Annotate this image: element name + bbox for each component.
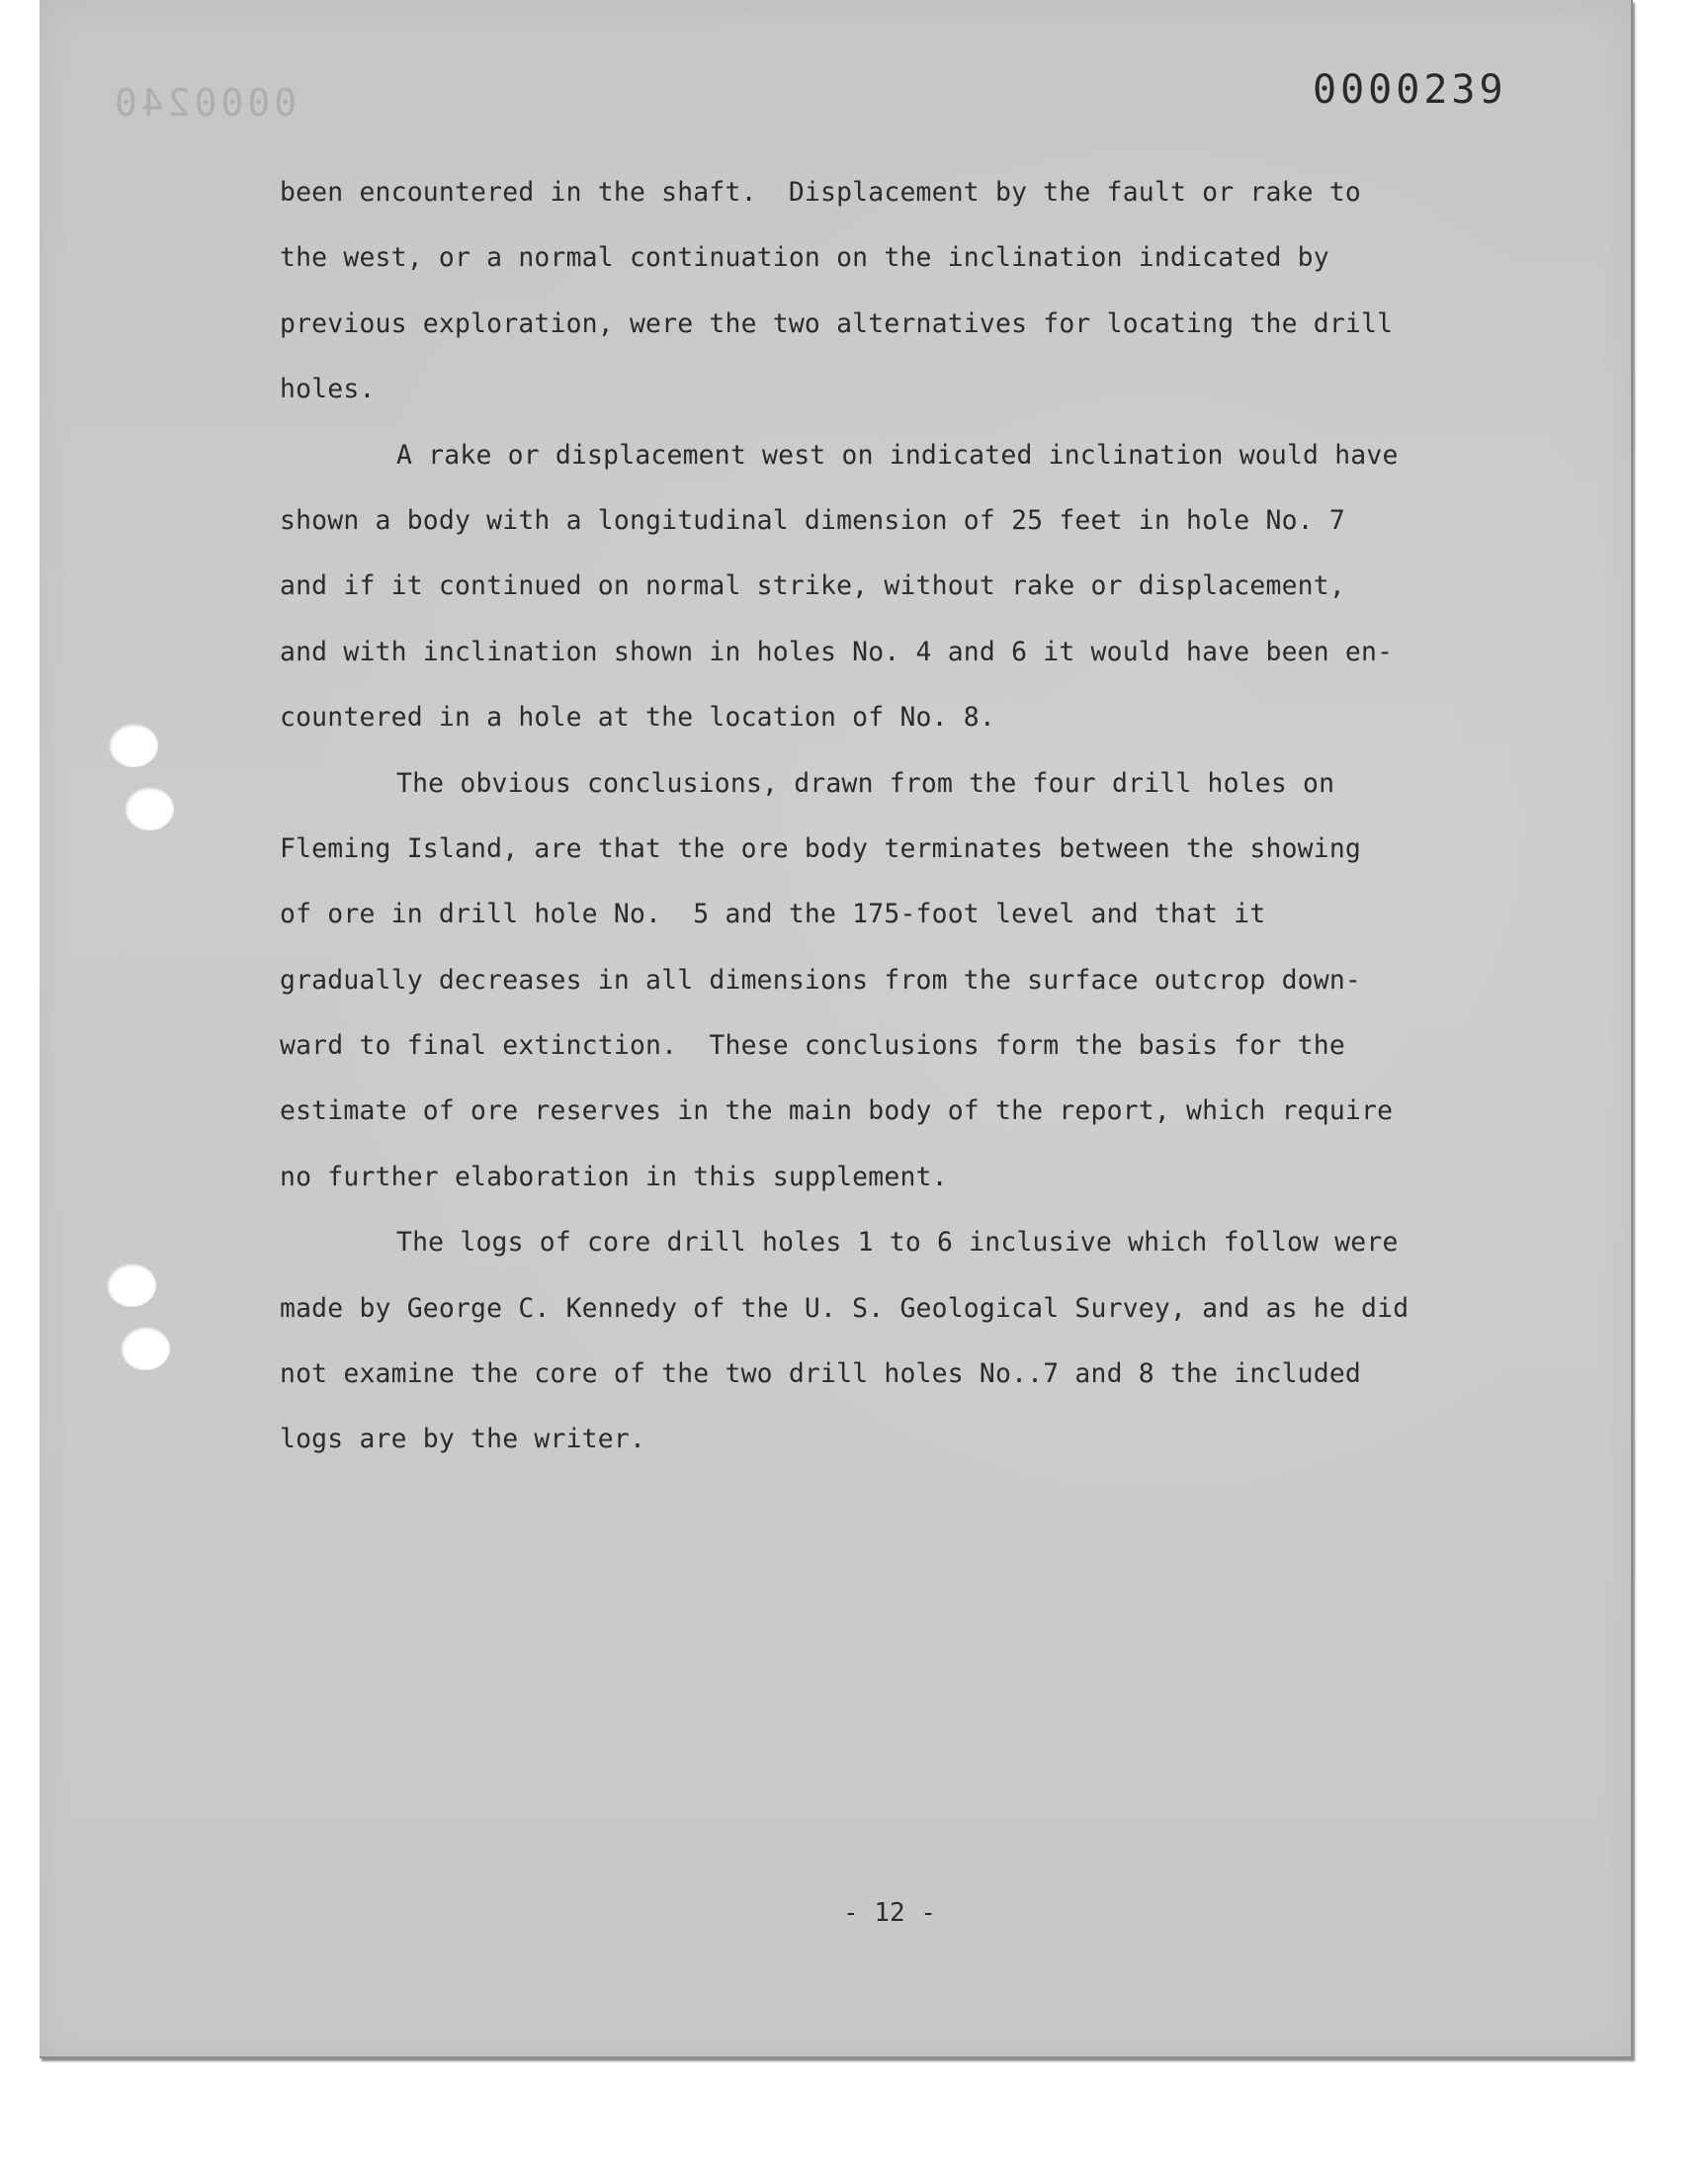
text-line: The logs of core drill holes 1 to 6 inclusive which follow were	[396, 1227, 1399, 1259]
text-line: ward to final extinction. These conclusions form the basis for the	[280, 1030, 1345, 1062]
text-line: been encountered in the shaft. Displacement by the fault or rake to	[280, 177, 1362, 208]
text-line: the west, or a normal continuation on the inclination indicated by	[280, 242, 1329, 274]
text-line: of ore in drill hole No. 5 and the 175-foot level and that it	[280, 899, 1266, 930]
text-line: no further elaboration in this supplement.	[280, 1161, 948, 1192]
text-line: and if it continued on normal strike, without rake or displacement,	[280, 570, 1345, 602]
text-line: A rake or displacement west on indicated inclination would have	[396, 439, 1399, 471]
page-number: - 12 -	[843, 1898, 936, 1928]
text-line: and with inclination shown in holes No. 4 and 6 it would have been en-	[280, 636, 1394, 667]
document-number: 0000239	[1313, 67, 1507, 113]
punch-hole	[109, 724, 158, 767]
text-line: gradually decreases in all dimensions from the surface outcrop down-	[280, 964, 1362, 996]
text-line: Fleming Island, are that the ore body terminates between the showing	[280, 832, 1362, 864]
punch-hole	[121, 1327, 170, 1370]
text-line: The obvious conclusions, drawn from the four drill holes on	[396, 767, 1335, 799]
body-text	[280, 160, 1466, 1473]
bleed-through-number: 0000240	[111, 81, 298, 125]
punch-hole	[125, 787, 174, 830]
text-line: not examine the core of the two drill holes No..7 and 8 the included	[280, 1358, 1362, 1390]
text-line: countered in a hole at the location of No. 8.	[280, 702, 995, 734]
text-line: holes.	[280, 374, 376, 405]
text-line: logs are by the writer.	[280, 1424, 646, 1455]
text-line: shown a body with a longitudinal dimension of 25 feet in hole No. 7	[280, 504, 1345, 536]
text-line: estimate of ore reserves in the main body of the report, which require	[280, 1095, 1394, 1127]
text-line: previous exploration, were the two alternatives for locating the drill	[280, 307, 1394, 339]
text-line: made by George C. Kennedy of the U. S. Geological Survey, and as he did	[280, 1292, 1409, 1324]
punch-hole	[107, 1263, 156, 1307]
